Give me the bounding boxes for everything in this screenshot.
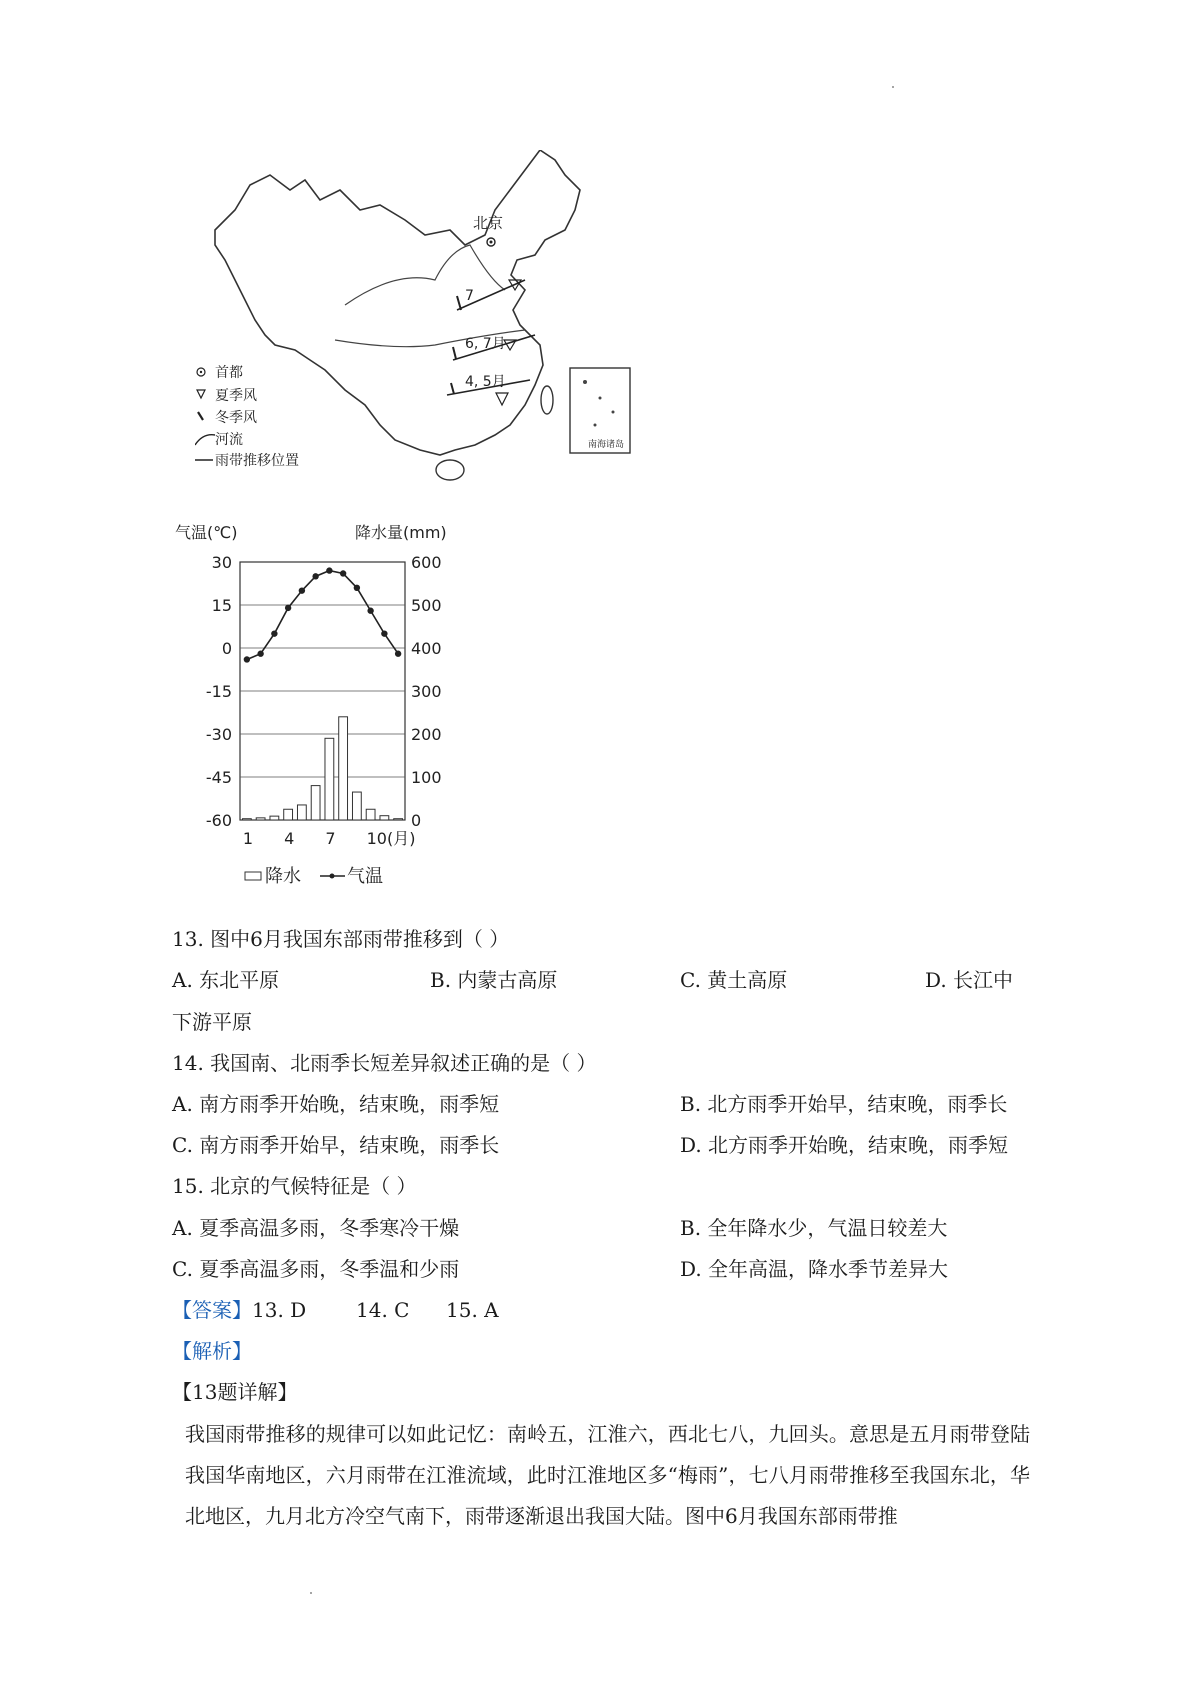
question-13-stem: 13. 图中6月我国东部雨带推移到（ ） [172,927,510,951]
winter-monsoon-arrow [457,296,461,310]
china-outline [215,150,580,455]
legend-label: 夏季风 [215,388,257,404]
winter-monsoon-arrow [451,383,454,394]
right-tick-label: 200 [411,725,442,744]
precip-bar [380,816,389,820]
q13-option-b: B. 内蒙古高原 [430,968,558,992]
winter-monsoon-arrow [453,347,456,359]
right-tick-label: 100 [411,768,442,787]
question-15-stem: 15. 北京的气候特征是（ ） [172,1174,417,1198]
temp-point [381,630,387,636]
legend-label: 首都 [215,365,243,381]
scan-speck [310,1592,312,1594]
analysis-paragraph: 我国雨带推移的规律可以如此记忆：南岭五，江淮六，西北七八，九回头。意思是五月雨带登陆我国华南地区，六月雨带在江淮流域，此时江淮地区多“梅雨”，七八月雨带推移至我国东北，华北地区，九月北方冷空气南下，雨带逐渐退出我国大陆。图中6月我国东部雨带推 [185,1422,1030,1528]
capital-label: 北京 [473,214,504,232]
q13-option-c: C. 黄土高原 [680,968,788,992]
left-tick-label: -15 [205,682,232,701]
temp-legend-label: 气温 [347,866,383,887]
right-tick-label: 300 [411,682,442,701]
analysis-tag: 【解析】 [172,1339,252,1363]
precip-legend-label: 降水 [265,866,301,887]
answer-13: 13. D [252,1298,307,1322]
x-tick-label: 10(月) [366,829,416,848]
precip-bar [366,809,375,820]
right-tick-label: 0 [411,811,422,830]
legend-label: 河流 [215,432,243,448]
chart-ticks [206,553,442,848]
answer-15: 15. A [446,1298,499,1322]
temp-point [312,573,318,579]
map-legend [195,365,299,469]
temp-point [395,651,401,657]
q14-option-b: B. 北方雨季开始早，结束晚，雨季长 [680,1092,1008,1116]
q14-option-a: A. 南方雨季开始晚，结束晚，雨季短 [172,1092,500,1116]
temp-point [326,567,332,573]
answer-tag: 【答案】 [172,1298,252,1322]
x-tick-label: 4 [284,829,295,848]
scan-speck [892,86,894,88]
hainan-island [436,460,464,480]
precip-bar [242,819,251,820]
right-tick-label: 400 [411,639,442,658]
precip-bar [284,809,293,820]
left-tick-label: -60 [205,811,232,830]
right-tick-label: 500 [411,596,442,615]
taiwan-island [541,386,553,414]
river-icon [195,435,215,445]
left-axis-title: 气温(℃) [175,523,238,542]
temp-point [354,585,360,591]
q13-option-a: A. 东北平原 [172,968,280,992]
chart-grid [240,562,405,820]
yellow-river-line [345,245,505,305]
precip-bar [297,805,306,820]
precip-bar [270,816,279,820]
precip-legend-icon [245,872,261,880]
map-svg [195,150,705,505]
legend-label: 冬季风 [215,410,257,426]
band-label-jul-aug: 7 [465,288,474,304]
precip-bar [394,819,403,820]
left-tick-label: -30 [205,725,232,744]
right-tick-label: 600 [411,553,442,572]
analysis-subtitle: 【13题详解】 [172,1380,298,1404]
legend-label: 雨带推移位置 [215,453,299,469]
temp-point [271,630,277,636]
precip-bar [325,738,334,820]
left-tick-label: -45 [205,768,232,787]
temp-point [367,608,373,614]
q15-option-a: A. 夏季高温多雨，冬季寒冷干燥 [172,1216,460,1240]
q13-option-d-wrap: 下游平原 [172,1010,252,1034]
x-tick-label: 1 [242,829,254,848]
left-tick-label: 0 [221,639,232,658]
temp-point [285,605,291,611]
q14-option-d: D. 北方雨季开始晚，结束晚，雨季短 [680,1133,1009,1157]
q15-option-b: B. 全年降水少，气温日较差大 [680,1216,948,1240]
precip-bar [339,717,348,820]
temp-point [244,656,250,662]
band-label-jun-jul: 6, 7月 [465,336,506,352]
right-axis-title: 降水量(mm) [355,523,447,542]
temp-polyline [247,571,398,660]
precip-bar [352,792,361,820]
answer-14: 14. C [356,1298,410,1322]
left-tick-label: 15 [211,596,232,615]
summer-monsoon-icon [197,390,205,398]
q15-option-d: D. 全年高温，降水季节差异大 [680,1257,949,1281]
inset-label: 南海诸岛 [588,440,625,450]
band-label-apr-may: 4, 5月 [465,374,506,390]
x-tick-label: 7 [325,829,336,848]
q15-option-c: C. 夏季高温多雨，冬季温和少雨 [172,1257,460,1281]
china-rain-band-map [195,150,705,505]
q13-option-d: D. 长江中 [925,968,1014,992]
temp-point [340,570,346,576]
climate-chart-svg [175,520,505,900]
beijing-climate-chart [175,520,505,900]
q14-option-c: C. 南方雨季开始早，结束晚，雨季长 [172,1133,500,1157]
question-14-stem: 14. 我国南、北雨季长短差异叙述正确的是（ ） [172,1051,597,1075]
summer-monsoon-arrow [496,393,508,405]
answer-line [172,1296,306,1324]
winter-monsoon-icon [198,412,203,420]
left-tick-label: 30 [211,553,232,572]
temp-point [257,651,263,657]
precipitation-bars [242,717,402,820]
temp-point [299,587,305,593]
precip-bar [256,818,265,820]
precip-bar [311,786,320,820]
